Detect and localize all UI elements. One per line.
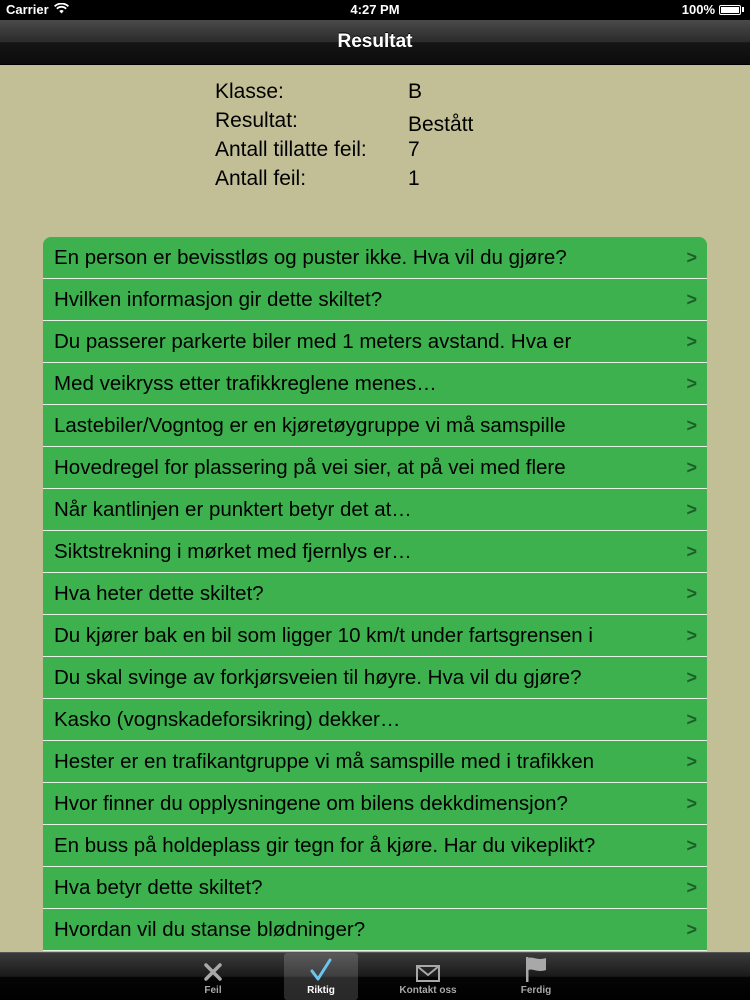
summary-value: Bestått: [408, 113, 474, 136]
chevron-right-icon: >: [686, 457, 697, 477]
question-text: Lastebiler/Vogntog er en kjøretøygruppe vi må samspille: [54, 413, 566, 437]
question-text: Hvor finner du opplysningene om bilens dekkdimensjon?: [54, 791, 568, 815]
question-row[interactable]: [43, 825, 707, 867]
chevron-right-icon: >: [686, 709, 697, 729]
battery-percent: 100%: [681, 2, 715, 17]
chevron-right-icon: >: [686, 625, 697, 645]
chevron-right-icon: >: [686, 373, 697, 393]
question-text: Med veikryss etter trafikkreglene menes…: [54, 371, 437, 395]
chevron-right-icon: >: [686, 499, 697, 519]
page-title: Resultat: [337, 31, 413, 52]
question-text: Hovedregel for plassering på vei sier, at på vei med flere: [54, 455, 566, 479]
summary-label: Antall tillatte feil:: [215, 138, 367, 161]
question-row[interactable]: [43, 783, 707, 825]
question-row[interactable]: [43, 741, 707, 783]
question-text: Du skal svinge av forkjørsveien til høyre. Hva vil du gjøre?: [54, 665, 582, 689]
question-row[interactable]: [43, 657, 707, 699]
summary-label: Klasse:: [215, 80, 284, 103]
chevron-right-icon: >: [686, 667, 697, 687]
tab-ferdig[interactable]: [499, 953, 573, 1000]
battery-tip: [742, 7, 744, 12]
question-row[interactable]: [43, 447, 707, 489]
chevron-right-icon: >: [686, 793, 697, 813]
question-row[interactable]: [43, 279, 707, 321]
question-text: Du kjører bak en bil som ligger 10 km/t under fartsgrensen i: [54, 623, 593, 647]
tab-label: Riktig: [307, 985, 335, 996]
tab-label: Feil: [204, 985, 222, 996]
question-text: Kasko (vognskadeforsikring) dekker…: [54, 707, 401, 731]
tab-riktig[interactable]: [284, 953, 358, 1000]
question-row[interactable]: [43, 573, 707, 615]
summary-value: B: [408, 80, 423, 103]
tab-feil[interactable]: [176, 953, 250, 1000]
chevron-right-icon: >: [686, 583, 697, 603]
question-row[interactable]: [43, 321, 707, 363]
chevron-right-icon: >: [686, 247, 697, 267]
chevron-right-icon: >: [686, 331, 697, 351]
question-text: Hva betyr dette skiltet?: [54, 875, 263, 899]
question-text: En person er bevisstløs og puster ikke. Hva vil du gjøre?: [54, 245, 567, 269]
question-text: Hva heter dette skiltet?: [54, 581, 264, 605]
clock: 4:27 PM: [350, 2, 400, 17]
question-row[interactable]: [43, 405, 707, 447]
envelope-icon: [391, 953, 465, 983]
summary-value: 1: [408, 167, 420, 190]
chevron-right-icon: >: [686, 877, 697, 897]
chevron-right-icon: >: [686, 751, 697, 771]
question-text: Hvordan vil du stanse blødninger?: [54, 917, 366, 941]
battery-icon: [719, 5, 741, 15]
summary-label: Antall feil:: [215, 167, 307, 190]
x-icon: [176, 953, 250, 983]
carrier-label: Carrier: [6, 2, 49, 17]
question-row[interactable]: [43, 489, 707, 531]
question-row[interactable]: [43, 867, 707, 909]
question-row[interactable]: [43, 615, 707, 657]
tab-label: Kontakt oss: [399, 985, 457, 996]
question-text: Siktstrekning i mørket med fjernlys er…: [54, 539, 412, 563]
chevron-right-icon: >: [686, 415, 697, 435]
tab-kontakt-oss[interactable]: [391, 953, 465, 1000]
question-row[interactable]: [43, 699, 707, 741]
chevron-right-icon: >: [686, 289, 697, 309]
checkmark-icon: [284, 953, 358, 983]
question-text: Hvilken informasjon gir dette skiltet?: [54, 287, 383, 311]
chevron-right-icon: >: [686, 835, 697, 855]
question-list[interactable]: [43, 237, 707, 953]
flag-icon: [499, 953, 573, 983]
question-row[interactable]: [43, 363, 707, 405]
question-text: Når kantlinjen er punktert betyr det at…: [54, 497, 412, 521]
tab-label: Ferdig: [520, 985, 552, 996]
summary-value: 7: [408, 138, 420, 161]
chevron-right-icon: >: [686, 919, 697, 939]
summary-label: Resultat:: [215, 109, 298, 132]
question-text: Hester er en trafikantgruppe vi må samspille med i trafikken: [54, 749, 595, 773]
tab-bar: [0, 952, 750, 1000]
navigation-bar: [0, 20, 750, 65]
question-row[interactable]: [43, 237, 707, 279]
status-bar: [0, 0, 750, 20]
question-text: Du passerer parkerte biler med 1 meters avstand. Hva er: [54, 329, 572, 353]
question-text: En buss på holdeplass gir tegn for å kjøre. Har du vikeplikt?: [54, 833, 596, 857]
battery-group: [682, 2, 744, 17]
question-row[interactable]: [43, 531, 707, 573]
question-row[interactable]: [43, 909, 707, 951]
chevron-right-icon: >: [686, 541, 697, 561]
